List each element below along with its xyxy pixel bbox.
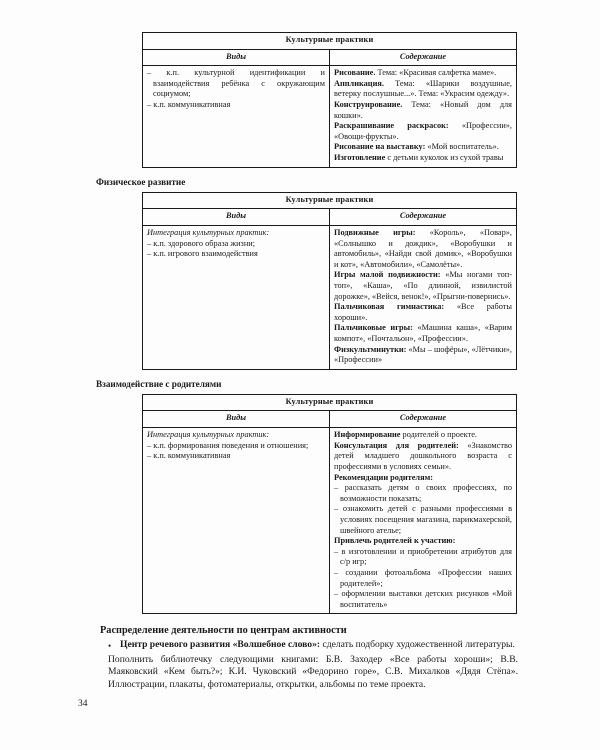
cell-soderjanie (330, 225, 517, 369)
table-header-row (143, 49, 517, 66)
list-item: – к.п. игрового взаимодействия (147, 249, 258, 259)
column-header-soderjanie: Содержание (330, 411, 517, 428)
bullet-bold-part: Центр речевого развития «Волшебное слово»: (120, 639, 321, 651)
bullet-normal-part: сделать подборку художественной литературы. (320, 639, 515, 651)
cell-vidy (143, 225, 330, 369)
content-line (334, 323, 512, 344)
content-lead: Привлечь родителей к участию: (334, 536, 456, 546)
content-line (334, 536, 512, 547)
cell-vidy (143, 428, 330, 614)
cell-soderjanie (330, 428, 517, 614)
content-rest: с детьми куколок из сухой травы (385, 153, 504, 163)
content-lead: Изготовление (334, 153, 386, 163)
page-content (82, 32, 518, 692)
content-rest: «Машина каша», «Варим компот», «Почтальон», «Профессии». (334, 323, 512, 344)
content-rest: Тема: «Шарики воздушные, ветерку послушные...». Тема: «Украсим одежду». (334, 78, 512, 99)
content-dash-line: – ознакомить детей с разными профессиями в условиях посещения магазина, парикмахерской, швейного ателье; (334, 504, 512, 535)
content-lead: Физкультминутки: (334, 344, 407, 354)
content-rest: Тема: «Новый дом для кошки». (334, 100, 512, 120)
content-dash-line: – оформлении выставки детских рисунков «Мой воспитатель» (334, 589, 512, 609)
content-rest: «Мы – шофёры», «Лётчики», «Профессии» (334, 344, 512, 365)
content-lead: Раскрашивание раскрасок: (334, 121, 449, 131)
list-item: – к.п. здорового образа жизни; (147, 238, 256, 248)
content-line (334, 121, 512, 142)
table-header-row (143, 209, 517, 226)
vidy-list (147, 239, 325, 260)
content-line (334, 430, 512, 441)
culture-practices-table-3 (142, 394, 517, 615)
content-line (334, 228, 512, 270)
content-lead: Пальчиковые игры: (334, 323, 413, 333)
content-line (334, 68, 512, 79)
content-lead: Аппликация. (334, 78, 384, 88)
activity-center-bullet (108, 639, 516, 652)
section-heading-parent-interaction: Взаимодействие с родителями (96, 378, 222, 389)
content-lead: Рисование. (334, 68, 376, 78)
content-rest: «Король», «Повар», «Солнышко и дождик», «Воробушки и автомобиль», «Найди свой домик», «Воробушки и кот», «Автомобили», «Самолёты». (334, 227, 512, 269)
table-row (143, 66, 517, 167)
content-line (334, 100, 512, 121)
vidy-intro: Интеграция культурных практик: (147, 430, 270, 440)
vidy-list (147, 441, 325, 462)
list-item: – к.п. культурной идентификации и взаимодействия ребёнка с окружающим социумом; (147, 68, 325, 99)
content-line (334, 302, 512, 323)
content-lead: Конструирование. (334, 100, 403, 110)
bullet-icon: • (108, 641, 112, 652)
table-title-row (143, 192, 517, 209)
table-title-row (143, 33, 517, 50)
content-rest: «Мой воспитатель». (425, 142, 499, 152)
column-header-soderjanie: Содержание (330, 209, 517, 226)
content-dash-line: – в изготовлении и приобретении атрибутов для с/р игр; (334, 546, 512, 567)
list-item: – к.п. коммуникативная (147, 100, 231, 110)
page-number: 34 (78, 699, 88, 709)
content-lead: Подвижные игры: (334, 227, 416, 237)
list-item: – к.п. формирования поведения и отношения; (147, 440, 309, 450)
table-title: Культурные практики (143, 192, 517, 209)
cell-soderjanie (330, 66, 517, 167)
table-row (143, 225, 517, 369)
content-lead: Пальчиковая гимнастика: (334, 302, 445, 312)
content-rest: «Мы ногами топ-топ», «Каша», «По длинной, извилистой дорожке», «Вейся, венок!», «Прыгни-повернись». (334, 270, 512, 301)
content-lead: Рекомендации родителям: (334, 472, 433, 482)
column-header-vidy: Виды (143, 49, 330, 66)
activity-centers-heading: Распределение деятельности по центрам активности (100, 625, 347, 637)
content-line (334, 153, 512, 164)
column-header-soderjanie: Содержание (330, 49, 517, 66)
content-rest: «Все работы хороши». (334, 302, 512, 322)
column-header-vidy: Виды (143, 411, 330, 428)
column-header-vidy: Виды (143, 209, 330, 226)
bullet-text (120, 639, 516, 652)
content-line (334, 79, 512, 100)
content-rest: «Профессии», «Овощи-фрукты». (334, 121, 512, 141)
table-title: Культурные практики (143, 33, 517, 50)
content-line (334, 441, 512, 473)
content-lead: Рисование на выставку: (334, 142, 426, 152)
content-line (334, 345, 512, 366)
content-lead: Информирование (334, 430, 401, 440)
content-dash-line: – рассказать детям о своих профессиях, по возможности показать; (334, 483, 512, 503)
content-rest: Тема: «Красивая салфетка маме». (375, 68, 497, 78)
cell-vidy (143, 66, 330, 167)
content-rest: родителей о проекте. (400, 430, 477, 440)
culture-practices-table-2 (142, 192, 517, 370)
vidy-intro: Интеграция культурных практик: (147, 227, 270, 237)
content-lead: Консультация для родителей: (334, 440, 459, 450)
content-rest: «Знакомство детей младшего дошкольного возраста с профессиями в условиях семьи». (334, 440, 512, 471)
table-row (143, 428, 517, 614)
content-dash-line: – создании фотоальбома «Профессии наших родителей»; (334, 567, 512, 588)
table-title-row (143, 394, 517, 411)
table-title: Культурные практики (143, 394, 517, 411)
content-line (334, 473, 512, 484)
content-line (334, 142, 512, 153)
table-header-row (143, 411, 517, 428)
vidy-list (147, 68, 325, 110)
list-item: – к.п. коммуникативная (147, 451, 231, 461)
content-line (334, 270, 512, 302)
culture-practices-table-1 (142, 32, 517, 168)
content-lead: Игры малой подвижности: (334, 270, 441, 280)
library-paragraph: Пополнить библиотечку следующими книгами: Б.В. Заходер «Все работы хороши»; В.В. Маяковский «Кем быть?»; К.И. Чуковский «Федорино горе», С.В. Михалков «Дядя Стёпа». Иллюстрации, плакаты, фотоматериалы, открытки, альбомы по теме проекта. (108, 653, 518, 691)
section-heading-physical-development: Физическое развитие (96, 176, 186, 187)
